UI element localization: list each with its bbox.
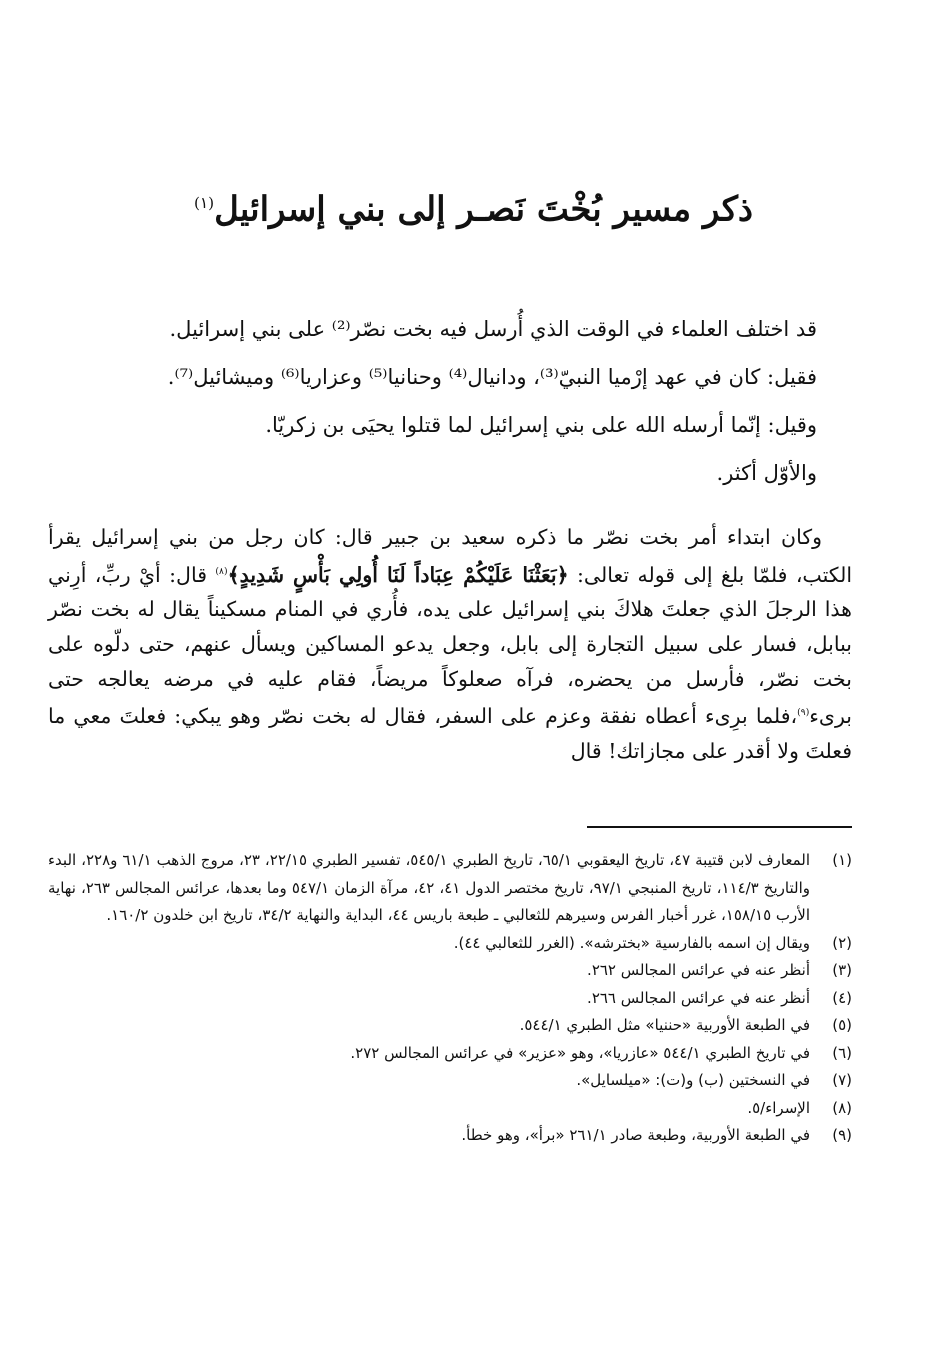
footnote-text: أنظر عنه في عرائس المجالس ٢٦٦. <box>587 988 810 1007</box>
footnote-number: (١) <box>832 851 852 869</box>
footnote-text: المعارف لابن قتيبة ٤٧، تاريخ اليعقوبي ٦٥/١، تاريخ الطبري ٥٤٥/١، تفسير الطبري ٢٢/١٥، ٢٣، مروج الذهب ٦١/١ و٢٢٨، البدء والتاريخ ١١٤/٣، تاريخ المنبجي ٩٧/١، تاريخ مختصر الدول ٤١، ٤٢، مرآة الزمان ٥٤٧/١ وما بعدها، عرائس المجالس ٢٦٣، نهاية الأرب ١٥٨/١٥، غرر أخبار الفرس وسيرهم للثعالبي ـ طبعة باريس ٤٤، البداية والنهاية ٣٤/٢، تاريخ ابن خلدون ١٦٠/٢. <box>48 851 810 924</box>
body-part-3: ،فلما برِىء أعطاه نفقة وعزم على السفر، فقال له بخت نصّر وهو يبكي: فعلتَ معي ما فعلتَ ولا أقدر على مجازاتك! قال <box>48 704 852 763</box>
chapter-title-text: ذكر مسير بُخْتَ نَصـر إلى بني إسرائيل <box>214 189 754 230</box>
footnote-item <box>48 1095 852 1123</box>
main-paragraph <box>48 520 852 769</box>
footnote-item <box>48 930 852 958</box>
footnote-divider <box>587 826 852 828</box>
body-part-2: قال: أيْ ربِّ، أرِني هذا الرجلَ الذي جعلتَ هلاكَ بني إسرائيل على يده، فأُري في المنام مسكيناً يقال له بخت نصّر ببابل، فسار على سبيل التجارة إلى بابل، وجعل يدعو المساكين ويسأل عنهم، حتى دلّوه على بخت نصّر، فأرسل من يحضره، فرآه صعلوكاً مريضاً، فقام عليه في مرضه يعالجه حتى برىء <box>48 562 852 729</box>
footnote-item <box>48 1067 852 1095</box>
footnotes <box>48 847 852 1150</box>
footnote-text: في الطبعة الأوربية، وطبعة صادر ٢٦١/١ «برأ»، وهو خطأ. <box>461 1126 810 1144</box>
footnote-number: (٥) <box>832 1016 852 1034</box>
footnote-marker-9: (٩) <box>797 707 810 719</box>
chapter-title <box>0 173 947 239</box>
intro-paragraphs <box>95 305 817 497</box>
main-paragraph-text <box>48 520 852 769</box>
footnote-number: (٢) <box>832 933 852 952</box>
intro-line: وقيل: إنّما أرسله الله على بني إسرائيل لما قتلوا يحيَى بن زكريّا. <box>265 413 817 437</box>
footnote-number: (٣) <box>832 961 852 979</box>
footnote-item <box>48 1122 852 1150</box>
body-part-1: وكان ابتداء أمر بخت نصّر ما ذكره سعيد بن جبير قال: كان رجل من بني إسرائيل يقرأ الكتب، فلمّا بلغ إلى قوله تعالى: <box>48 525 853 587</box>
footnote-number: (٤) <box>832 988 852 1007</box>
footnote-text: ويقال إن اسمه بالفارسية «بخترشه». (الغرر للثعالبي ٤٤). <box>453 933 810 952</box>
quran-verse: ﴿بَعَثْنَا عَلَيْكُمْ عِبَاداً لَنَا أُولِي بَأْسٍ شَدِيدٍ﴾ <box>227 562 569 587</box>
footnote-item <box>48 1012 852 1040</box>
footnote-item <box>48 985 852 1013</box>
footnote-text: الإسراء/٥. <box>747 1098 810 1117</box>
intro-line: والأوّل أكثر. <box>716 461 817 485</box>
intro-line: فقيل: كان في عهد إرْميا النبيّ⁽³⁾، ودانيال⁽⁴⁾ وحنانيا⁽⁵⁾ وعزاريا⁽⁶⁾ وميشائيل⁽⁷⁾. <box>167 365 817 389</box>
footnote-number: (٩) <box>832 1126 852 1144</box>
quran-footnote-marker: (٨) <box>215 565 228 577</box>
footnote-number: (٦) <box>832 1043 852 1062</box>
footnote-text: في تاريخ الطبري ٥٤٤/١ «عازريا»، وهو «عزير» في عرائس المجالس ٢٧٢. <box>350 1043 810 1062</box>
footnote-text: أنظر عنه في عرائس المجالس ٢٦٢. <box>587 961 810 979</box>
footnote-text: في النسختين (ب) و(ت): «ميلسايل». <box>576 1071 810 1089</box>
footnote-item <box>48 847 852 930</box>
intro-line: قد اختلف العلماء في الوقت الذي أُرسل فيه بخت نصّر⁽²⁾ على بني إسرائيل. <box>169 317 817 341</box>
footnote-item <box>48 1040 852 1068</box>
footnote-text: في الطبعة الأوربية «حننيا» مثل الطبري ٥٤٤/١. <box>519 1016 810 1034</box>
footnote-number: (٧) <box>832 1071 852 1089</box>
footnote-item <box>48 957 852 985</box>
chapter-title-footnote-marker: (١) <box>193 193 215 212</box>
footnote-number: (٨) <box>832 1098 852 1117</box>
